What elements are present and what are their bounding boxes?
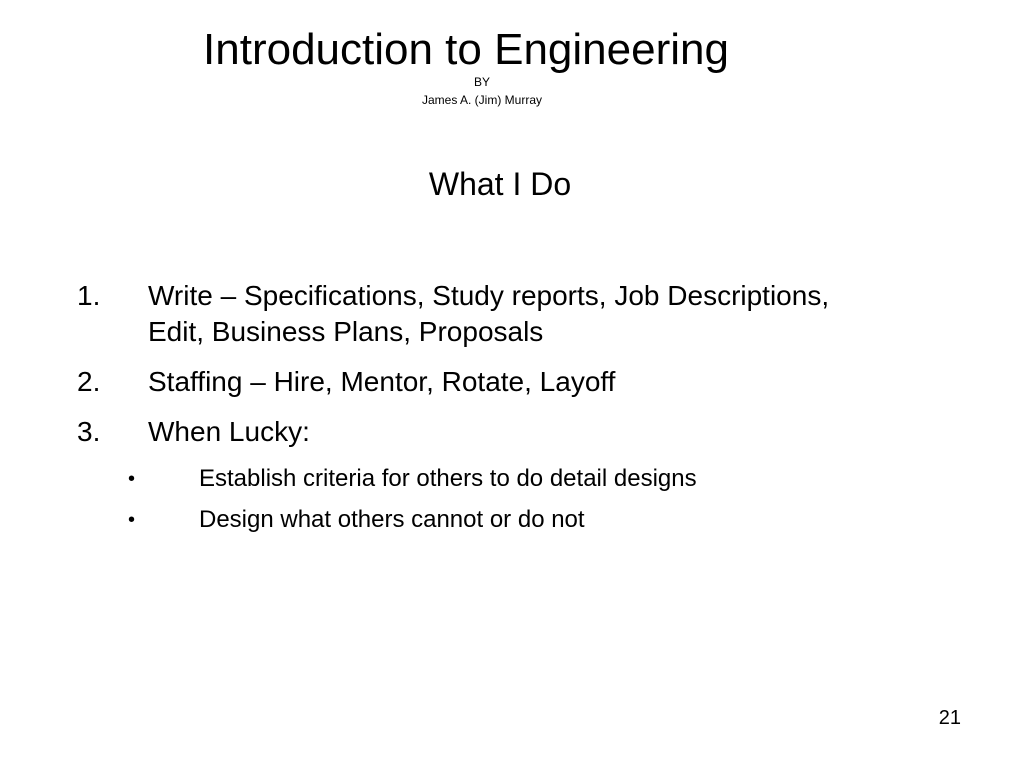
item-text: Staffing – Hire, Mentor, Rotate, Layoff bbox=[148, 366, 616, 397]
item-number: 1. bbox=[77, 280, 101, 311]
bullet-text: Establish criteria for others to do detail designs bbox=[199, 465, 697, 492]
numbered-item bbox=[77, 364, 977, 400]
byline-by: BY bbox=[473, 75, 490, 89]
bullet-item bbox=[77, 464, 977, 494]
numbered-item bbox=[77, 414, 977, 450]
numbered-item bbox=[77, 278, 977, 350]
slide-subtitle: What I Do bbox=[428, 166, 572, 202]
bullet-dot-icon: • bbox=[128, 468, 136, 490]
slide-content bbox=[77, 278, 977, 546]
item-number: 3. bbox=[77, 416, 101, 447]
item-number: 2. bbox=[77, 366, 101, 397]
item-text: Write – Specifications, Study reports, Job Descriptions, Edit, Business Plans, Proposals bbox=[148, 280, 830, 347]
byline-author: James A. (Jim) Murray bbox=[421, 93, 542, 107]
page-number: 21 bbox=[938, 707, 961, 729]
item-text: When Lucky: bbox=[148, 416, 310, 447]
slide-title: Introduction to Engineering bbox=[203, 25, 729, 74]
bullet-text: Design what others cannot or do not bbox=[199, 506, 585, 533]
bullet-dot-icon: • bbox=[128, 509, 136, 531]
bullet-item bbox=[77, 505, 977, 535]
